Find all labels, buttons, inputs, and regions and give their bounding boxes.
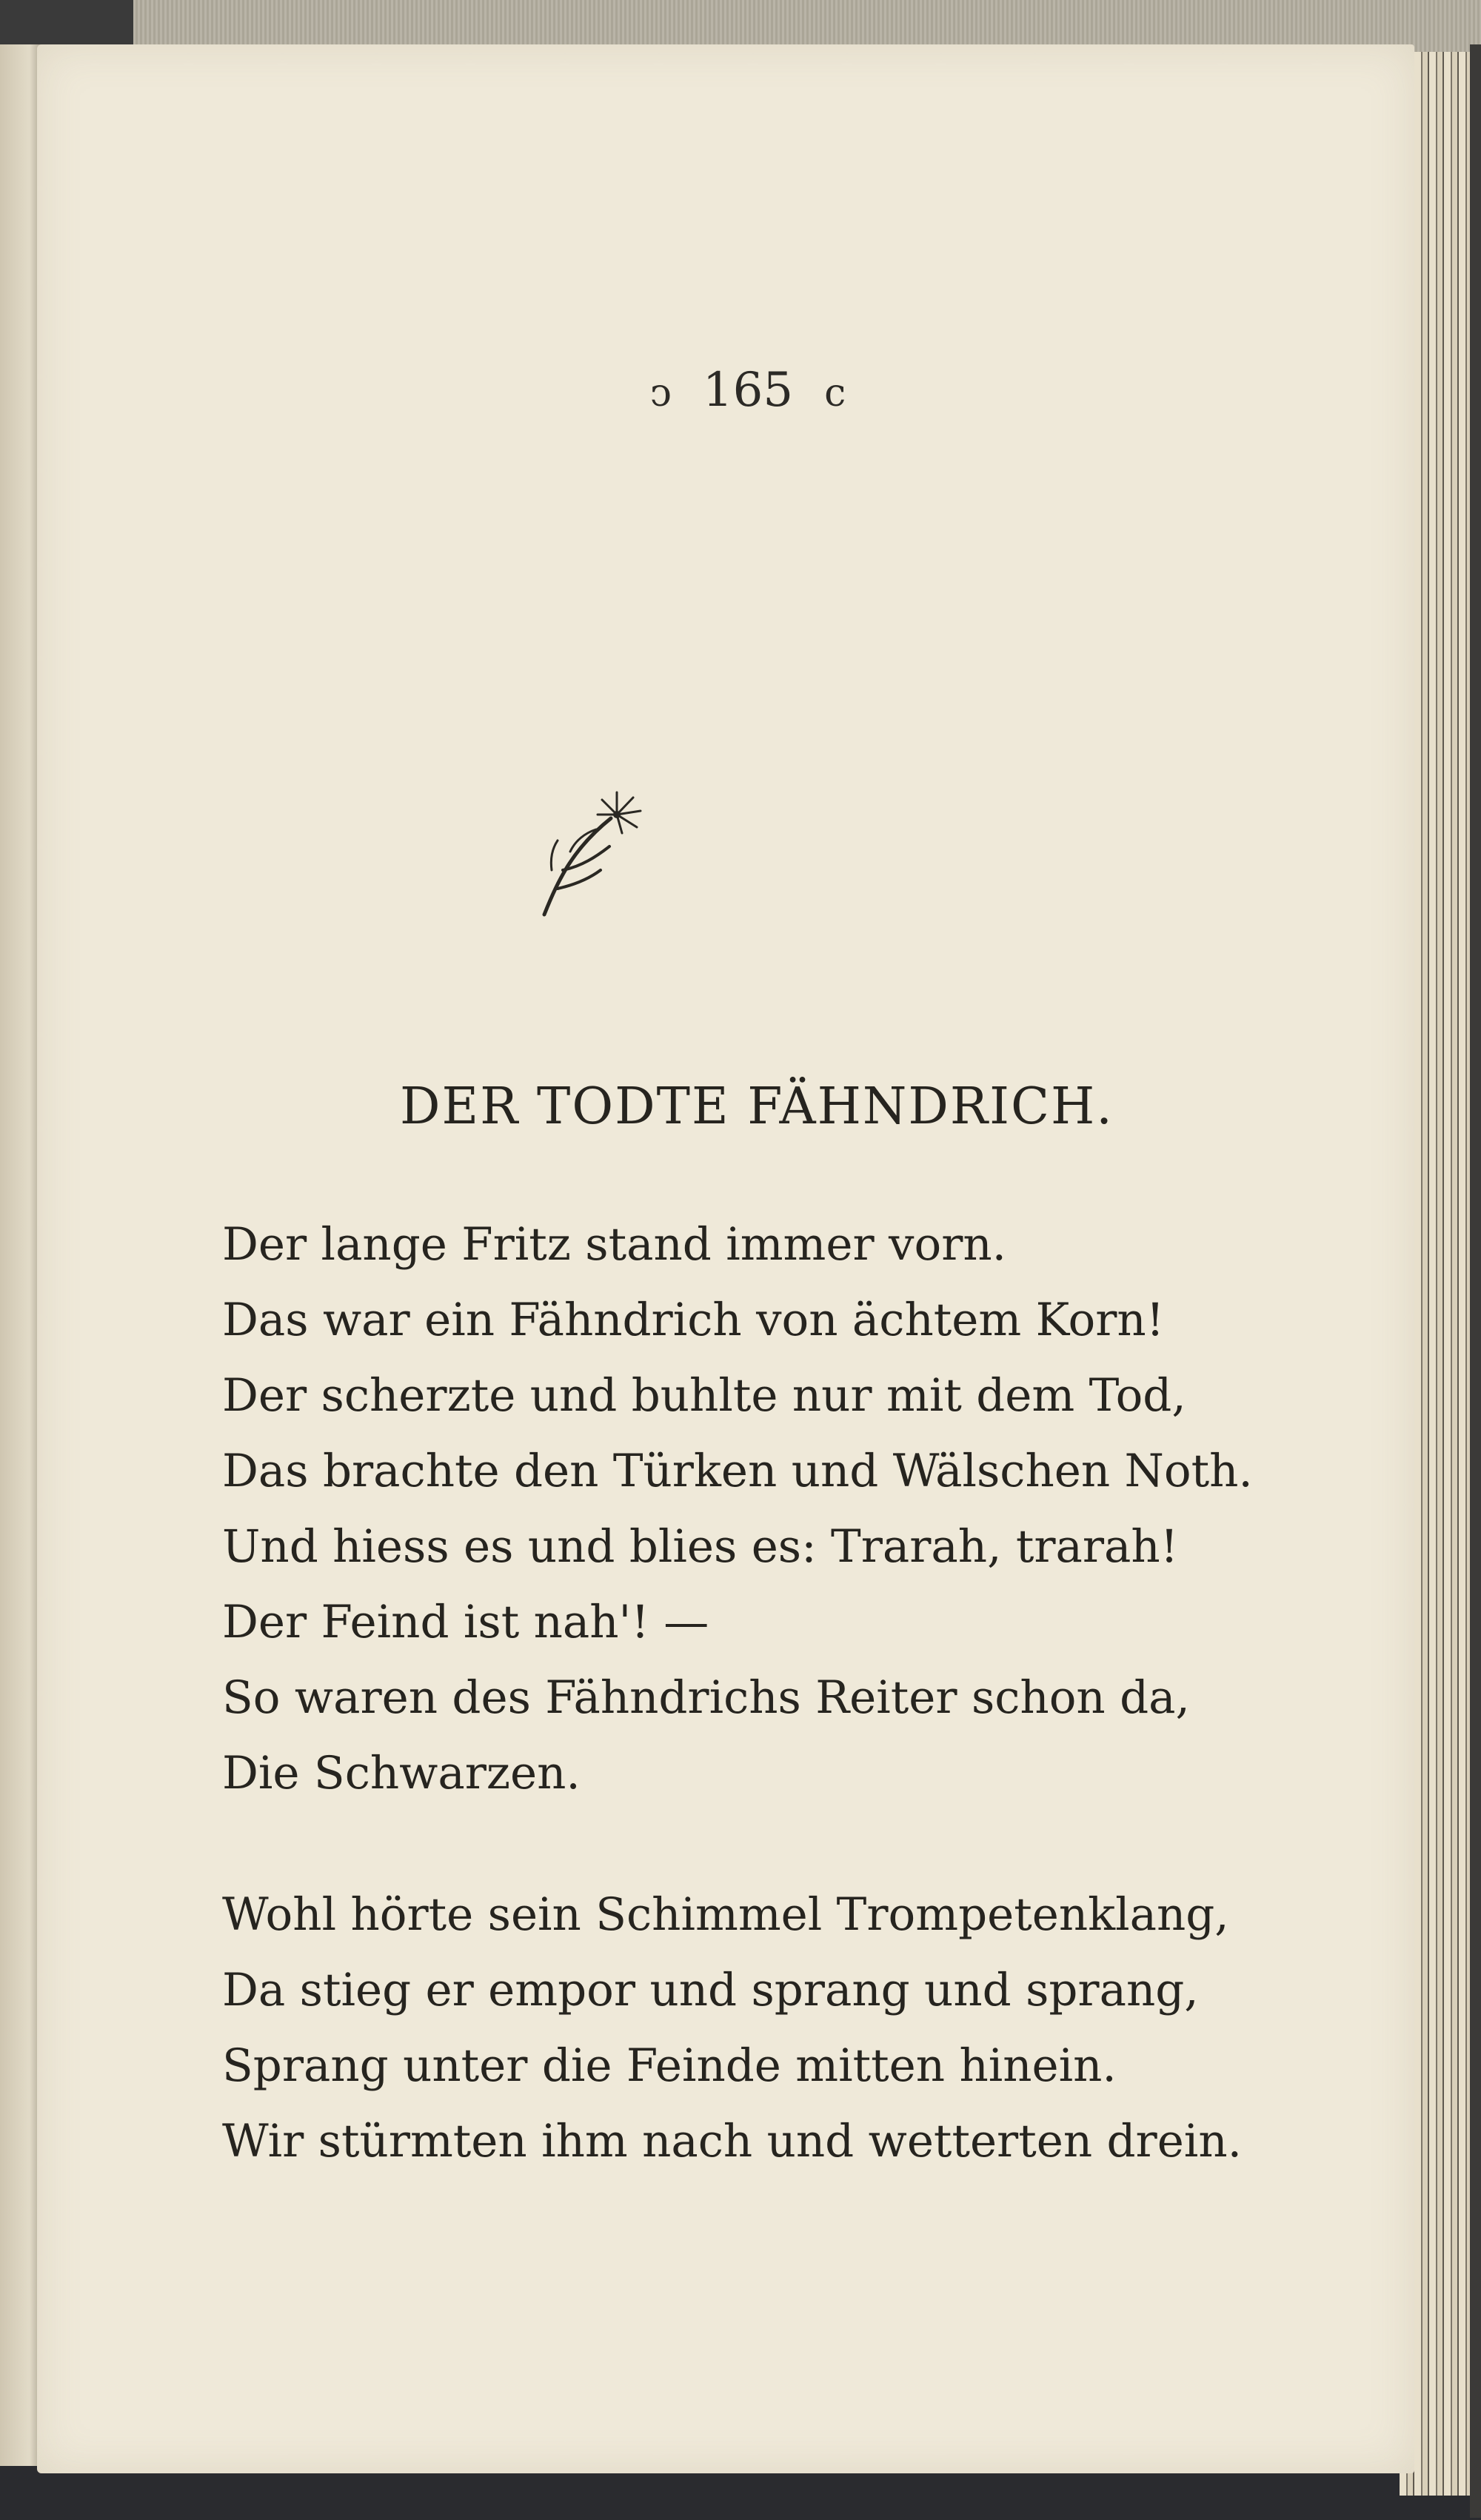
ornament-right: c bbox=[824, 371, 846, 415]
stanza-2 bbox=[222, 1877, 1333, 2179]
verse-line: Sprang unter die Feinde mitten hinein. bbox=[222, 2039, 1117, 2092]
book-page bbox=[37, 44, 1414, 2473]
verse-line: Wohl hörte sein Schimmel Trompetenklang, bbox=[222, 1888, 1229, 1941]
page-number-header bbox=[615, 363, 881, 418]
verse-line: Wir stürmten ihm nach und wetterten drein. bbox=[222, 2115, 1242, 2168]
verse-line: Der Feind ist nah'! — bbox=[222, 1596, 709, 1648]
verse-line: Das brachte den Türken und Wälschen Noth. bbox=[222, 1445, 1253, 1497]
verse-line: Der lange Fritz stand immer vorn. bbox=[222, 1218, 1007, 1271]
ornament-left: ↄ bbox=[649, 371, 672, 415]
stanza-1 bbox=[222, 1207, 1333, 1811]
page-number: 165 bbox=[702, 363, 794, 418]
verse-line: Das war ein Fähndrich von ächtem Korn! bbox=[222, 1294, 1165, 1346]
poem-title: DER TODTE FÄHNDRICH. bbox=[400, 1077, 1114, 1136]
flower-sprig-icon bbox=[529, 789, 655, 922]
verse-line: Der scherzte und buhlte nur mit dem Tod, bbox=[222, 1369, 1186, 1422]
verse-line: Die Schwarzen. bbox=[222, 1747, 581, 1799]
verse-line: Da stieg er empor und sprang und sprang, bbox=[222, 1964, 1199, 2016]
verse-line: So waren des Fähndrichs Reiter schon da, bbox=[222, 1671, 1190, 1724]
right-edge-shadow bbox=[1470, 44, 1481, 2518]
verse-line: Und hiess es und blies es: Trarah, trarah! bbox=[222, 1520, 1179, 1573]
